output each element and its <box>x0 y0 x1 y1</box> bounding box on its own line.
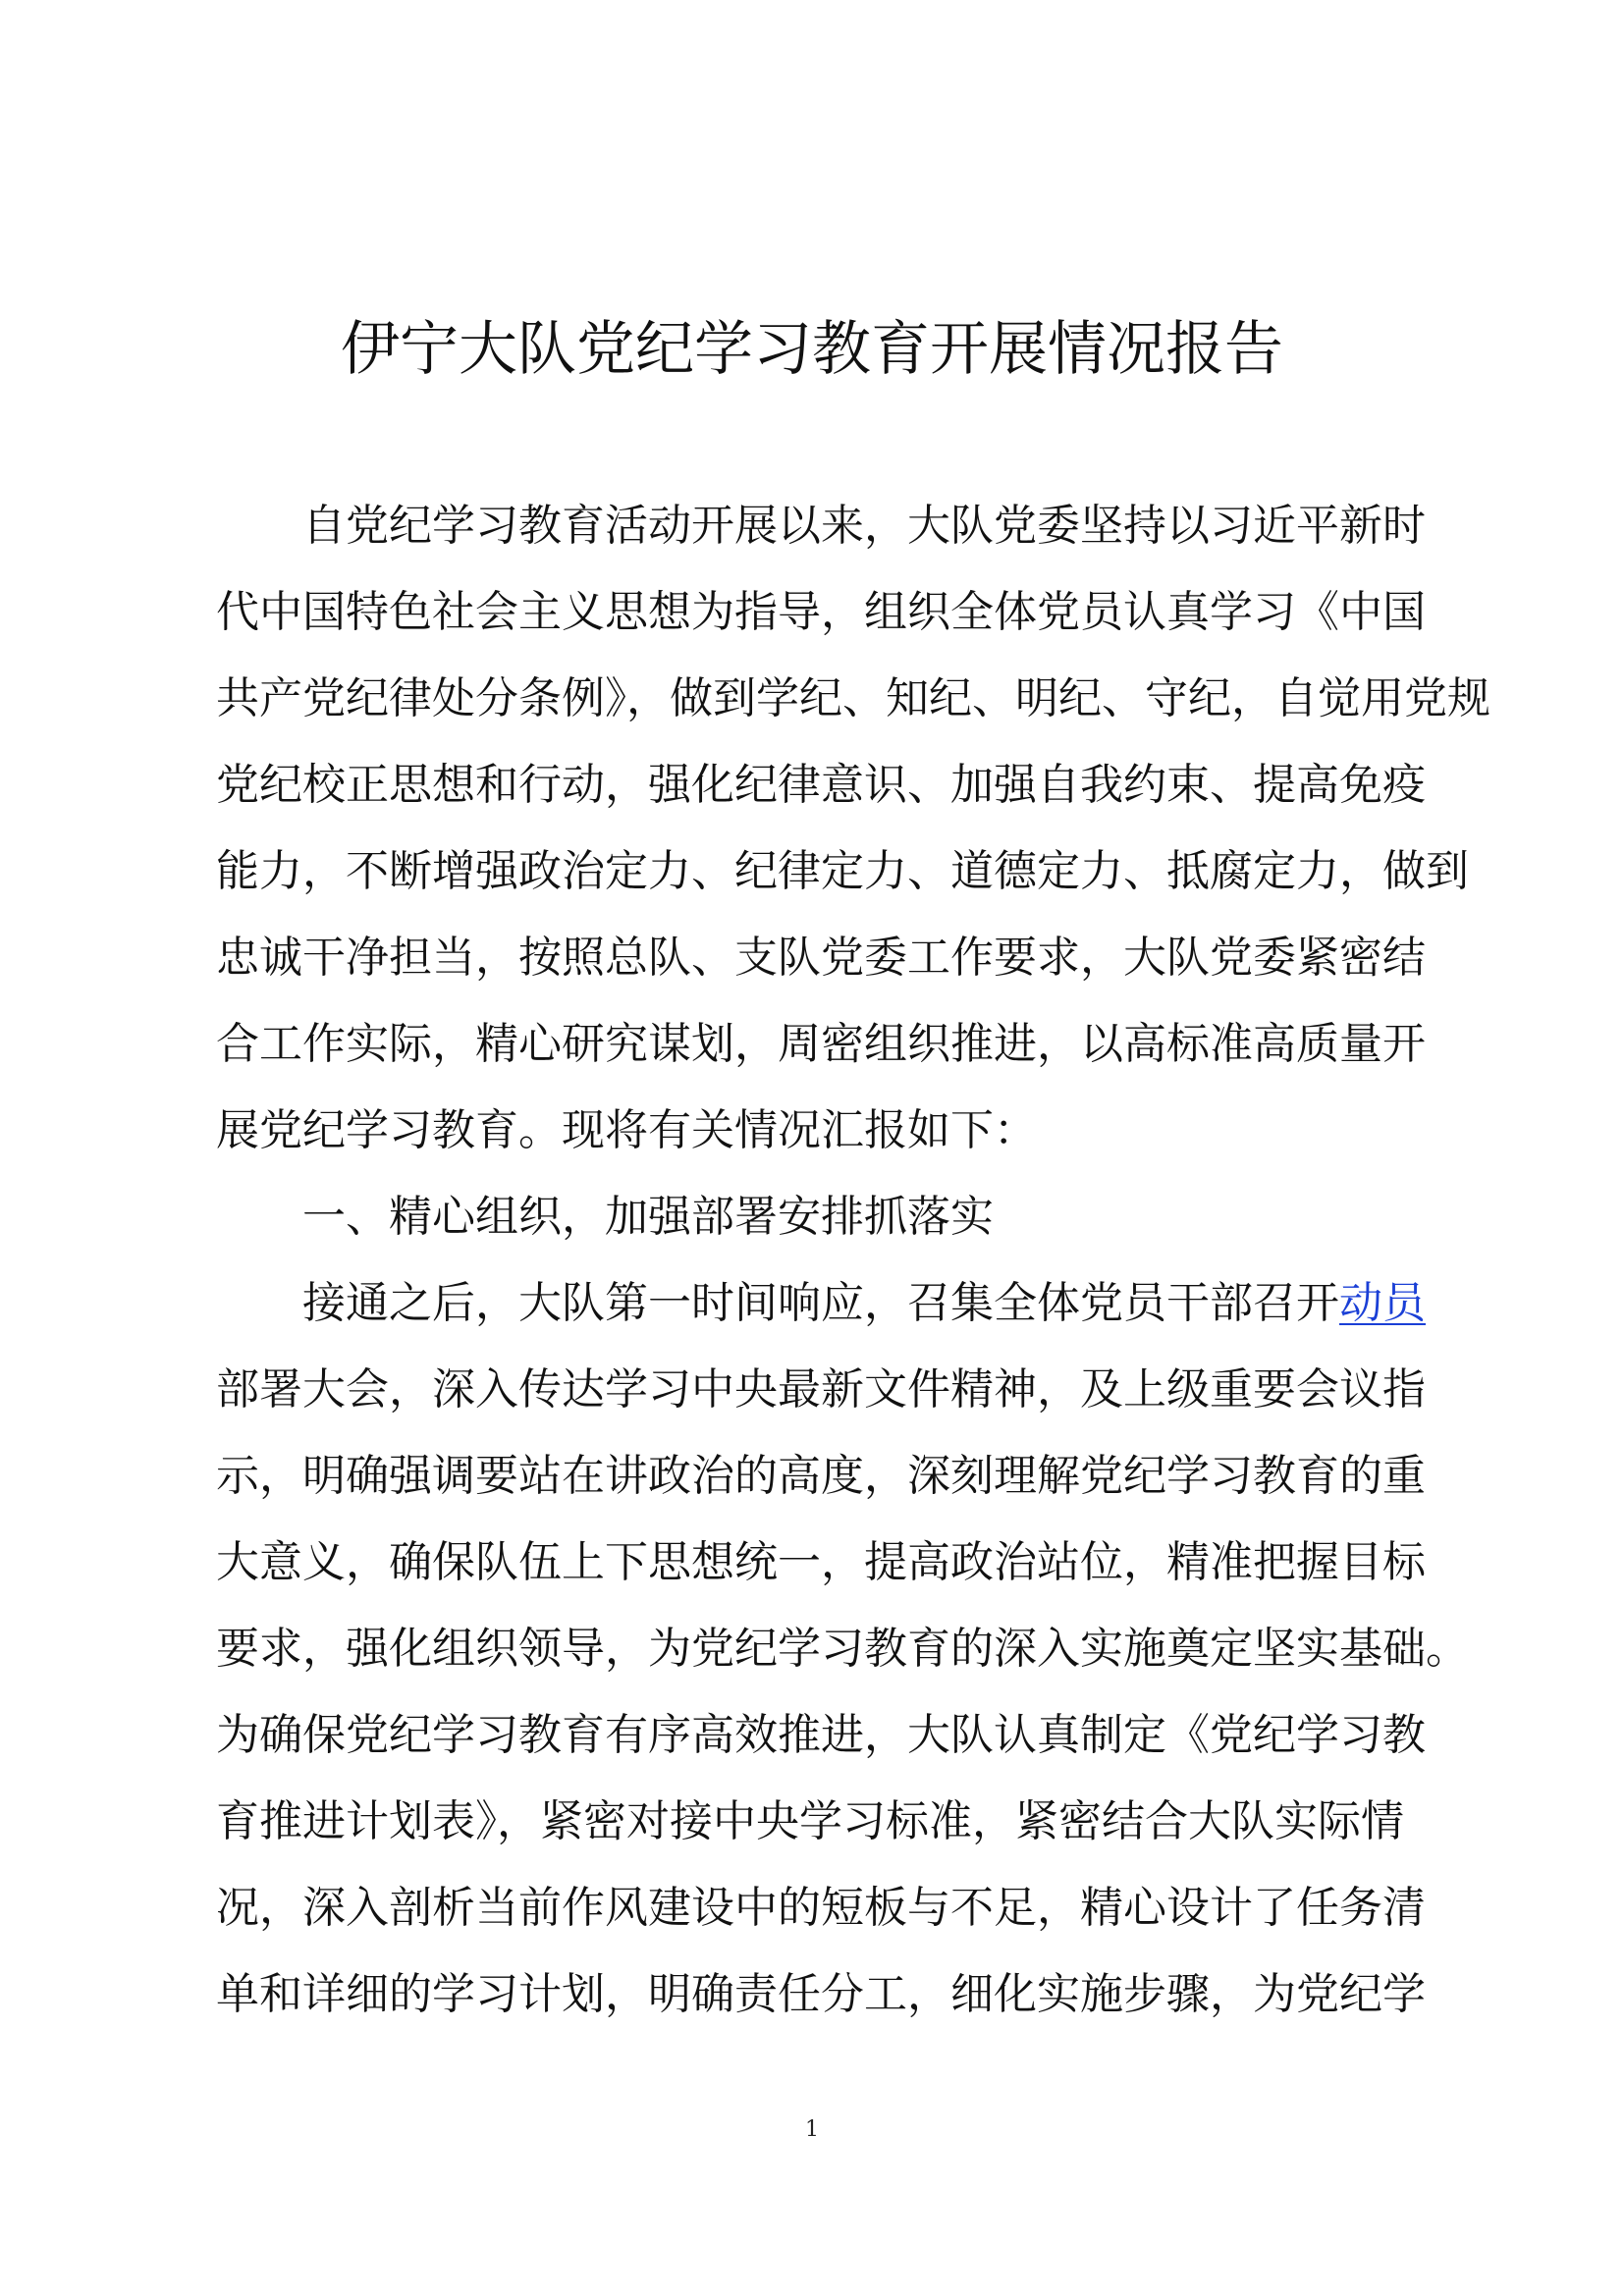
paragraph-1-line-4: 党纪校正思想和行动，强化纪律意识、加强自我约束、提高免疫 <box>216 760 1426 810</box>
paragraph-2-line-2: 部署大会，深入传达学习中央最新文件精神，及上级重要会议指 <box>216 1364 1426 1415</box>
paragraph-1-line-3: 共产党纪律处分条例》，做到学纪、知纪、明纪、守纪，自觉用党规 <box>216 673 1490 723</box>
mobilization-link[interactable]: 动员 <box>1339 1278 1426 1328</box>
paragraph-1-line-2: 代中国特色社会主义思想为指导，组织全体党员认真学习《中国 <box>216 587 1426 637</box>
paragraph-1-line-7: 合工作实际，精心研究谋划，周密组织推进，以高标准高质量开 <box>216 1019 1426 1069</box>
paragraph-1-line-1: 自党纪学习教育活动开展以来，大队党委坚持以习近平新时 <box>302 501 1426 551</box>
paragraph-2-line-4: 大意义，确保队伍上下思想统一，提高政治站位，精准把握目标 <box>216 1537 1426 1587</box>
paragraph-2-line-1 <box>302 1260 1432 1347</box>
paragraph-1-line-5: 能力，不断增强政治定力、纪律定力、道德定力、抵腐定力，做到 <box>216 846 1469 896</box>
document-title: 伊宁大队党纪学习教育开展情况报告 <box>341 315 1283 384</box>
paragraph-2-line-3: 示，明确强调要站在讲政治的高度，深刻理解党纪学习教育的重 <box>216 1451 1426 1501</box>
paragraph-2-line-7: 育推进计划表》，紧密对接中央学习标准，紧密结合大队实际情 <box>216 1796 1404 1846</box>
paragraph-2-line-6: 为确保党纪学习教育有序高效推进，大队认真制定《党纪学习教 <box>216 1710 1426 1760</box>
paragraph-2-line-9: 单和详细的学习计划，明确责任分工，细化实施步骤，为党纪学 <box>216 1969 1426 2019</box>
paragraph-1-line-6: 忠诚干净担当，按照总队、支队党委工作要求，大队党委紧密结 <box>216 933 1426 983</box>
paragraph-2-line-8: 况，深入剖析当前作风建设中的短板与不足，精心设计了任务清 <box>216 1883 1426 1933</box>
paragraph-1-line-8: 展党纪学习教育。现将有关情况汇报如下： <box>216 1105 1037 1155</box>
paragraph-2-line-5: 要求，强化组织领导，为党纪学习教育的深入实施奠定坚实基础。 <box>216 1624 1469 1674</box>
paragraph-2-line-1-text: 接通之后，大队第一时间响应，召集全体党员干部召开 <box>302 1278 1339 1328</box>
page-number: 1 <box>805 2117 819 2142</box>
section-heading: 一、精心组织，加强部署安排抓落实 <box>302 1192 994 1242</box>
